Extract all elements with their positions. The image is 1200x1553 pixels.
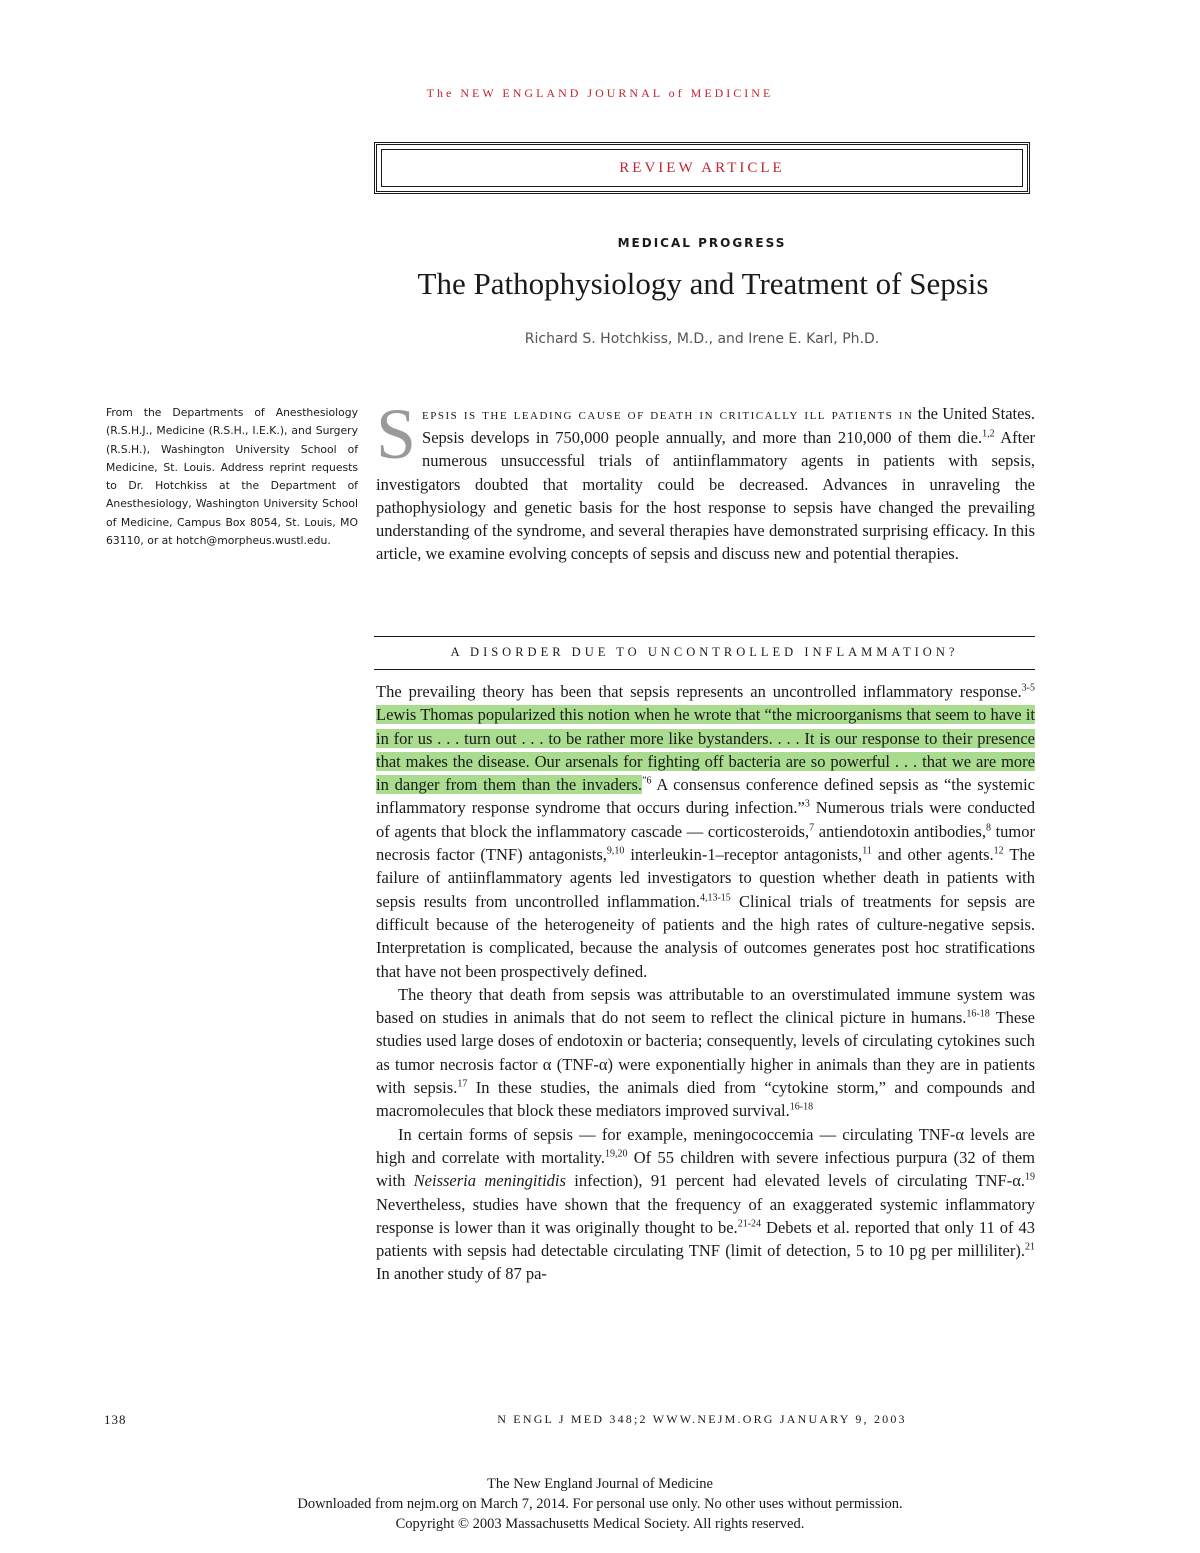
reference: 8	[985, 822, 991, 834]
species-name: Neisseria meningitidis	[413, 1171, 566, 1191]
text: infection), 91 percent had elevated levels of circulating TNF-α.	[565, 1171, 1025, 1191]
text: In these studies, the animals died from “cytokine storm,” and compounds and macromolecules that block these mediators improved survival.	[376, 1078, 1035, 1121]
download-notice	[0, 1474, 1200, 1534]
article-title: The Pathophysiology and Treatment of Sepsis	[417, 266, 989, 301]
body-text	[376, 680, 1035, 1286]
lead-paragraph	[376, 394, 1036, 565]
text: Numerous trials were conducted of agents that block the inflammatory cascade — corticosteroids,	[376, 798, 1036, 841]
text: Nevertheless, studies have shown that the frequency of an exaggerated systemic inflammatory response is lower than it was originally thought to be.	[376, 1194, 1035, 1237]
reference: 1,2	[982, 428, 995, 440]
text: Debets et al. reported that only 11 of 43 patients with sepsis had detectable circulating TNF (limit of detection, 5 to 10 pg per milliliter).	[376, 1217, 1036, 1261]
text: interleukin-1–receptor antagonists,	[624, 845, 863, 865]
page-number: 138	[104, 1412, 127, 1427]
reference: 21	[1025, 1241, 1035, 1253]
reference: 12	[993, 845, 1004, 857]
reference: 19,20	[604, 1148, 628, 1160]
footer-citation: N ENGL J MED 348;2 WWW.NEJM.ORG JANUARY 9, 2003	[497, 1412, 907, 1426]
lead-smallcaps: epsis is the leading cause of death in critically ill patients in	[422, 406, 914, 423]
download-line: Downloaded from nejm.org on March 7, 2014. For personal use only. No other uses without permission.	[297, 1496, 903, 1512]
reference: 16-18	[789, 1101, 814, 1113]
text: antiendotoxin antibodies,	[814, 821, 986, 841]
reference: ”6	[642, 775, 652, 787]
text: The theory that death from sepsis was attributable to an overstimulated immune system was based on studies in animals that do not seem to reflect the clinical picture in humans.	[376, 984, 1035, 1028]
text: In another study of 87 pa-	[376, 1264, 547, 1284]
section-label: MEDICAL PROGRESS	[617, 236, 787, 250]
paragraph	[376, 983, 1035, 1123]
paragraph	[376, 1123, 1035, 1286]
author-affiliation: From the Departments of Anesthesiology (R.S.H.J., Medicine (R.S.H., I.E.K.), and Surgery (R.S.H.), Washington University School of Medicine, St. Louis. Address reprint requests to Dr. Hotchkiss at the Department of Anesthesiology, Washington University School of Medicine, Campus Box 8054, St. Louis, MO 63110, or at hotch@morpheus.wustl.edu.	[106, 406, 358, 548]
section-heading: A DISORDER DUE TO UNCONTROLLED INFLAMMATION?	[450, 645, 959, 659]
highlighted-quote[interactable]: Lewis Thomas popularized this notion when he wrote that “the microorganisms that seem to have it in for us . . . turn out . . . to be rather more like bystanders. . . . It is our response to their presence that makes the disease. Our arsenals for fighting off bacteria are so powerful . . . that we are more in danger from them than the invaders.	[376, 705, 1035, 795]
article-authors: Richard S. Hotchkiss, M.D., and Irene E. Karl, Ph.D.	[524, 331, 880, 347]
article-type-box	[374, 142, 1030, 194]
reference: 4,13-15	[699, 892, 731, 904]
lead-text: After numerous unsuccessful trials of antiinflammatory agents in patients with sepsis, investigators doubted that mortality could be decreased. Advances in unraveling the pathophysiology and genetic basis for the host response to sepsis have changed the prevailing understanding of the syndrome, and several therapies have demonstrated surprising efficacy. In this article, we examine evolving concepts of sepsis and discuss new and potential therapies.	[376, 428, 1036, 564]
journal-running-head: The NEW ENGLAND JOURNAL of MEDICINE	[426, 86, 774, 100]
drop-cap: S	[376, 394, 417, 474]
reference: 16-18	[966, 1008, 990, 1020]
section-heading-box	[374, 636, 1035, 670]
text: Of 55 children with severe infectious purpura (32 of them with	[376, 1147, 1035, 1191]
reference: 11	[862, 845, 872, 857]
reference: 3	[804, 798, 810, 810]
paragraph	[376, 680, 1035, 983]
text: Clinical trials of treatments for sepsis are difficult because of the heterogeneity of patients and the high rates of culture-negative sepsis. Interpretation is complicated, because the analysis of outcomes generates post hoc stratifications that have not been prospectively defined.	[376, 891, 1035, 981]
reference: 7	[809, 822, 815, 834]
text: In certain forms of sepsis — for example, meningococcemia — circulating TNF-α levels are high and correlate with mortality.	[376, 1124, 1035, 1167]
text: and other agents.	[871, 845, 994, 865]
text: The prevailing theory has been that sepsis represents an uncontrolled inflammatory response.	[376, 682, 1022, 701]
reference: 19	[1025, 1171, 1035, 1183]
reference: 17	[457, 1078, 468, 1090]
reference: 21-24	[737, 1218, 762, 1230]
text: The failure of antiinflammatory agents led investigators to question whether death in patients with sepsis results from uncontrolled inflammation.	[376, 845, 1035, 911]
reference: 3-5	[1021, 682, 1035, 694]
lead-text: the United States. Sepsis develops in 750,000 people annually, and more than 210,000 of them die.	[422, 404, 1035, 448]
download-line: The New England Journal of Medicine	[487, 1476, 713, 1492]
download-line: Copyright © 2003 Massachusetts Medical Society. All rights reserved.	[395, 1516, 805, 1532]
text: tumor necrosis factor (TNF) antagonists,	[376, 821, 1035, 865]
text: A consensus conference defined sepsis as “the systemic inflammatory response syndrome that occurs during infection.”	[376, 775, 1035, 818]
text: These studies used large doses of endotoxin or bacteria; consequently, levels of circulating cytokines such as tumor necrosis factor α (TNF-α) were exponentially higher in animals than they are in patients with sepsis.	[376, 1008, 1035, 1098]
reference: 9,10	[606, 845, 625, 857]
article-type-label: REVIEW ARTICLE	[619, 160, 785, 176]
